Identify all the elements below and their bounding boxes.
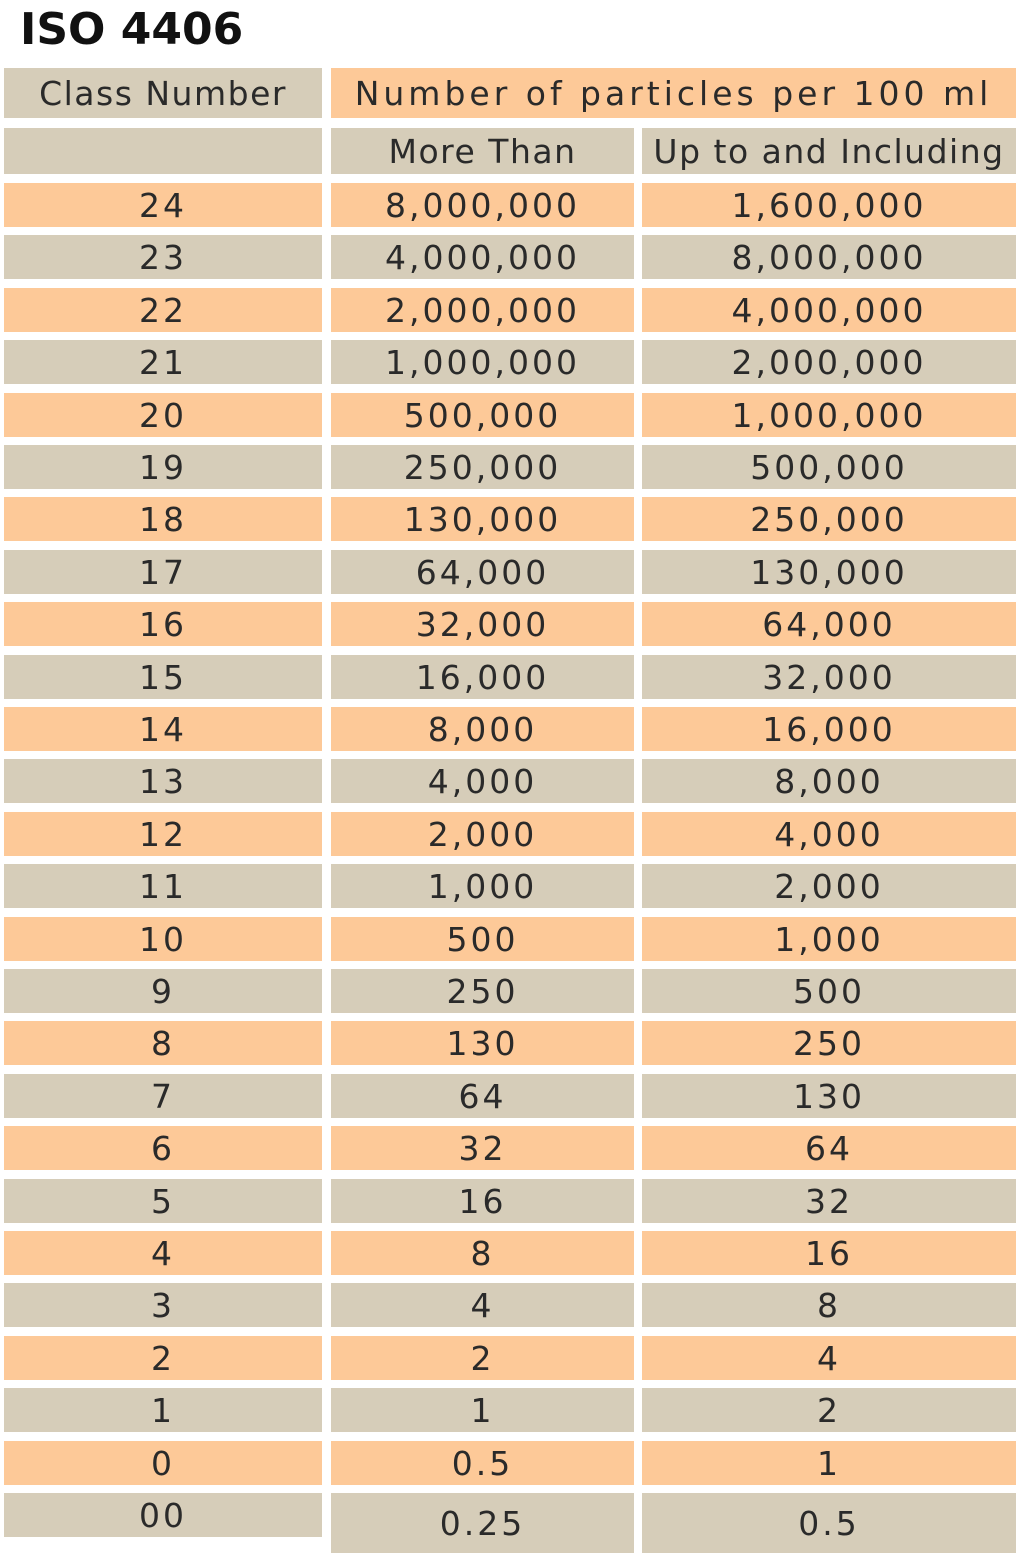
more-than-cell: 64 (331, 1074, 634, 1118)
class-number-cell: 5 (4, 1179, 322, 1223)
class-number-cell: 15 (4, 655, 322, 699)
up-to-cell: 2,000 (642, 864, 1016, 908)
up-to-cell: 1 (642, 1441, 1016, 1485)
up-to-cell: 250 (642, 1021, 1016, 1065)
class-number-cell: 12 (4, 812, 322, 856)
up-to-cell: 0.5 (642, 1493, 1016, 1553)
more-than-cell: 500 (331, 917, 634, 961)
more-than-cell: 8,000,000 (331, 183, 634, 227)
more-than-cell: 8 (331, 1231, 634, 1275)
up-to-cell: 8,000,000 (642, 235, 1016, 279)
class-number-cell: 0 (4, 1441, 322, 1485)
up-to-cell: 2 (642, 1388, 1016, 1432)
up-to-cell: 1,600,000 (642, 183, 1016, 227)
page-title: ISO 4406 (20, 4, 244, 55)
more-than-cell: 250,000 (331, 445, 634, 489)
more-than-cell: 4,000 (331, 759, 634, 803)
more-than-cell: 250 (331, 969, 634, 1013)
more-than-cell: 64,000 (331, 550, 634, 594)
more-than-cell: 16,000 (331, 655, 634, 699)
class-number-cell: 17 (4, 550, 322, 594)
more-than-cell: 16 (331, 1179, 634, 1223)
up-to-cell: 16 (642, 1231, 1016, 1275)
more-than-cell: 500,000 (331, 393, 634, 437)
class-number-cell: 16 (4, 602, 322, 646)
up-to-cell: 2,000,000 (642, 340, 1016, 384)
up-to-cell: 8,000 (642, 759, 1016, 803)
more-than-cell: 1,000 (331, 864, 634, 908)
class-number-cell: 21 (4, 340, 322, 384)
up-to-cell: 4 (642, 1336, 1016, 1380)
class-number-cell: 6 (4, 1126, 322, 1170)
up-to-cell: 250,000 (642, 497, 1016, 541)
class-number-cell: 22 (4, 288, 322, 332)
more-than-cell: 1 (331, 1388, 634, 1432)
class-number-cell: 20 (4, 393, 322, 437)
more-than-cell: 1,000,000 (331, 340, 634, 384)
class-number-cell: 13 (4, 759, 322, 803)
more-than-header: More Than (331, 128, 634, 174)
more-than-cell: 2,000 (331, 812, 634, 856)
class-number-cell: 1 (4, 1388, 322, 1432)
up-to-cell: 130,000 (642, 550, 1016, 594)
more-than-cell: 32,000 (331, 602, 634, 646)
more-than-cell: 2 (331, 1336, 634, 1380)
class-number-cell: 9 (4, 969, 322, 1013)
up-to-cell: 8 (642, 1283, 1016, 1327)
more-than-cell: 130,000 (331, 497, 634, 541)
class-number-cell: 8 (4, 1021, 322, 1065)
up-to-and-including-header: Up to and Including (642, 128, 1016, 174)
class-number-cell: 11 (4, 864, 322, 908)
up-to-cell: 32,000 (642, 655, 1016, 699)
up-to-cell: 1,000,000 (642, 393, 1016, 437)
up-to-cell: 500,000 (642, 445, 1016, 489)
more-than-cell: 4,000,000 (331, 235, 634, 279)
class-number-cell: 3 (4, 1283, 322, 1327)
class-number-cell: 23 (4, 235, 322, 279)
particles-per-100ml-header: Number of particles per 100 ml (331, 68, 1016, 118)
more-than-cell: 0.5 (331, 1441, 634, 1485)
class-number-cell: 4 (4, 1231, 322, 1275)
class-number-cell: 10 (4, 917, 322, 961)
class-number-cell: 24 (4, 183, 322, 227)
class-number-cell: 7 (4, 1074, 322, 1118)
class-number-cell: 18 (4, 497, 322, 541)
more-than-cell: 4 (331, 1283, 634, 1327)
up-to-cell: 32 (642, 1179, 1016, 1223)
more-than-cell: 2,000,000 (331, 288, 634, 332)
class-number-cell: 14 (4, 707, 322, 751)
up-to-cell: 500 (642, 969, 1016, 1013)
up-to-cell: 130 (642, 1074, 1016, 1118)
up-to-cell: 4,000 (642, 812, 1016, 856)
up-to-cell: 64 (642, 1126, 1016, 1170)
class-number-header: Class Number (4, 68, 322, 118)
class-number-cell: 19 (4, 445, 322, 489)
up-to-cell: 4,000,000 (642, 288, 1016, 332)
header-blank-cell (4, 128, 322, 174)
more-than-cell: 130 (331, 1021, 634, 1065)
up-to-cell: 64,000 (642, 602, 1016, 646)
up-to-cell: 1,000 (642, 917, 1016, 961)
up-to-cell: 16,000 (642, 707, 1016, 751)
class-number-cell: 00 (4, 1493, 322, 1537)
more-than-cell: 8,000 (331, 707, 634, 751)
more-than-cell: 0.25 (331, 1493, 634, 1553)
more-than-cell: 32 (331, 1126, 634, 1170)
class-number-cell: 2 (4, 1336, 322, 1380)
